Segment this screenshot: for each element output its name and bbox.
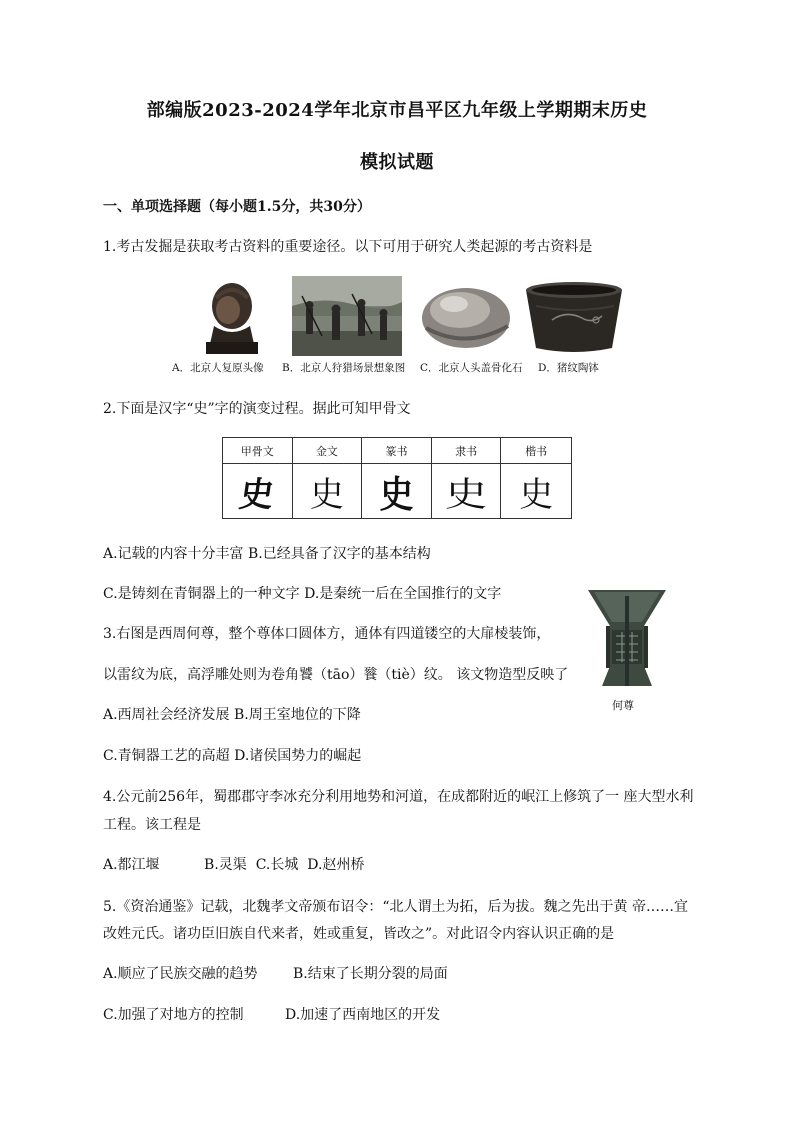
header-oracle-bone: 甲骨文 (223, 438, 293, 464)
q1-image-strip (170, 276, 628, 356)
glyph-bronze: 史 (293, 464, 363, 518)
section-heading: 一、单项选择题（每小题1.5分，共30分） (103, 199, 371, 215)
glyph-oracle-bone: 史 (223, 464, 293, 518)
he-zun-image (582, 586, 672, 690)
q5-stem-line2: 改姓元氏。诸功臣旧族自代来者，姓或重复，皆改之”。对此诏令内容认识正确的是 (103, 926, 615, 942)
header-regular: 楷书 (501, 438, 571, 464)
header-clerical: 隶书 (432, 438, 502, 464)
q3-stem-line2: 以雷纹为底，高浮雕处则为卷角饕（tāo）餮（tiè）纹。 该文物造型反映了 (103, 667, 569, 683)
q5-option-b: B.结束了长期分裂的局面 (293, 966, 448, 982)
q2-options-cd: C.是铸刻在青铜器上的一种文字 D.是秦统一后在全国推行的文字 (103, 586, 502, 602)
header-bronze: 金文 (293, 438, 363, 464)
q3-options-ab: A.西周社会经济发展 B.周王室地位的下降 (103, 707, 361, 723)
glyph-seal: 史 (362, 464, 432, 518)
caption-d: D．猪纹陶钵 (538, 362, 599, 374)
q2-stem: 2.下面是汉字“史”字的演变过程。据此可知甲骨文 (103, 401, 411, 417)
q3-options-cd: C.青铜器工艺的高超 D.诸侯国势力的崛起 (103, 748, 362, 764)
q4-stem-line2: 工程。该工程是 (103, 817, 201, 833)
script-evolution-table (222, 437, 572, 519)
caption-c: C．北京人头盖骨化石 (420, 362, 523, 374)
skull-fossil-image (418, 276, 514, 356)
q4-stem-line1: 4.公元前256年，蜀郡郡守李冰充分利用地势和河道，在成都附近的岷江上修筑了一 座大型水利 (103, 789, 694, 805)
peking-man-bust-image (192, 276, 274, 356)
q5-option-a: A.顺应了民族交融的趋势 (103, 966, 258, 982)
caption-a: A．北京人复原头像 (172, 362, 264, 374)
glyph-regular: 史 (519, 474, 554, 515)
q1-stem: 1.考古发掘是获取考古资料的重要途径。以下可用于研究人类起源的考古资料是 (103, 239, 593, 255)
header-seal: 篆书 (362, 438, 432, 464)
q3-stem-line1: 3.右图是西周何尊，整个尊体口圆体方，通体有四道镂空的大扉棱装饰， (103, 626, 551, 642)
q2-options-ab: A.记载的内容十分丰富 B.已经具备了汉字的基本结构 (103, 546, 431, 562)
q5-option-c: C.加强了对地方的控制 (103, 1007, 244, 1023)
q5-option-d: D.加速了西南地区的开发 (285, 1007, 441, 1023)
page-subtitle: 模拟试题 (360, 152, 434, 173)
caption-b: B．北京人狩猎场景想象图 (282, 362, 406, 374)
page-title: 部编版2023-2024学年北京市昌平区九年级上学期期末历史 (146, 100, 648, 121)
q5-stem-line1: 5.《资治通鉴》记载，北魏孝文帝颁布诏令：“北人谓土为拓，后为拔。魏之先出于黄 帝……宜 (103, 899, 688, 915)
q4-options: A.都江堰 B.灵渠 C.长城 D.赵州桥 (103, 857, 365, 873)
glyph-clerical: 史 (432, 464, 502, 518)
pig-pattern-bowl-image (522, 276, 626, 356)
he-zun-caption: 何尊 (612, 699, 634, 712)
hunting-scene-image (292, 276, 402, 356)
q1-captions (172, 360, 599, 375)
